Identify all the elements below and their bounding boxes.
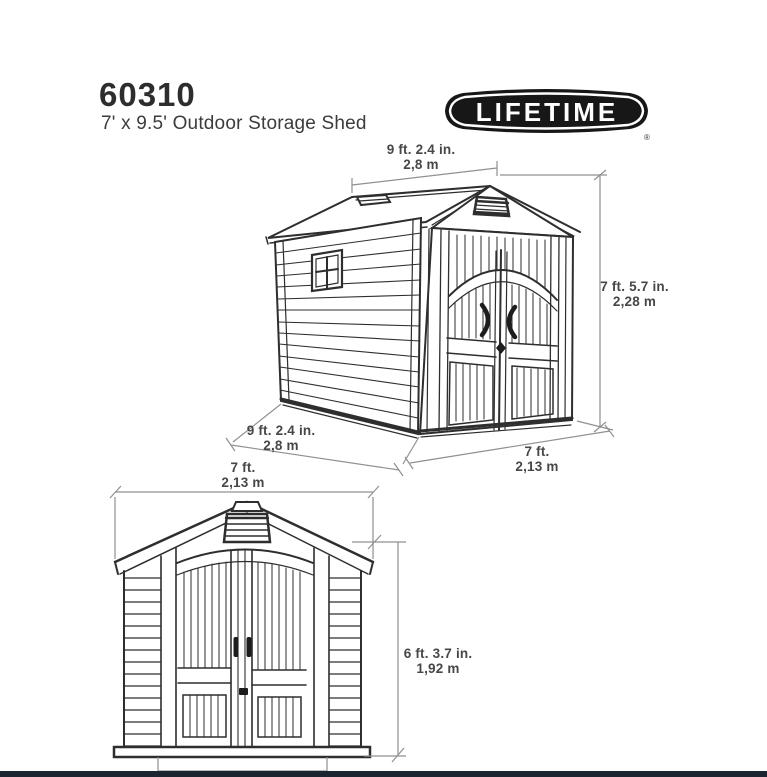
dimension-label-base-depth: [216, 423, 346, 453]
dimension-label-base-width: [472, 444, 602, 474]
dimension-label-front-height: [394, 646, 482, 676]
dimension-metric: 1,92 m: [416, 661, 460, 676]
dimension-imperial: 7 ft. 5.7 in.: [600, 279, 669, 294]
dimension-label-front-width: [178, 460, 308, 490]
footer-accent-bar: [0, 771, 767, 777]
registered-trademark-symbol: ®: [644, 133, 650, 142]
page-title: 60310: [99, 76, 196, 113]
front-shed-drawing: [114, 502, 373, 757]
dimension-imperial: 7 ft.: [524, 444, 550, 459]
dimension-metric: 2,13 m: [515, 459, 559, 474]
main-shed-drawing: [266, 186, 580, 438]
dimension-metric: 2,28 m: [612, 294, 657, 309]
dimension-label-roof-depth: [356, 142, 486, 172]
logo-wordmark: LIFETIME: [475, 97, 619, 127]
dimension-metric: 2,8 m: [403, 157, 439, 172]
page-subtitle: 7' x 9.5' Outdoor Storage Shed: [101, 113, 367, 134]
dimension-imperial: 7 ft.: [230, 460, 256, 475]
dimension-imperial: 9 ft. 2.4 in.: [246, 423, 316, 438]
dimension-metric: 2,8 m: [263, 438, 299, 453]
dimension-imperial: 9 ft. 2.4 in.: [386, 142, 456, 157]
lifetime-logo: [441, 84, 653, 142]
dimension-label-height: [592, 279, 677, 309]
door-handles-front: [234, 637, 252, 695]
dimension-metric: 2,13 m: [221, 475, 265, 490]
dimension-imperial: 6 ft. 3.7 in.: [403, 646, 473, 661]
